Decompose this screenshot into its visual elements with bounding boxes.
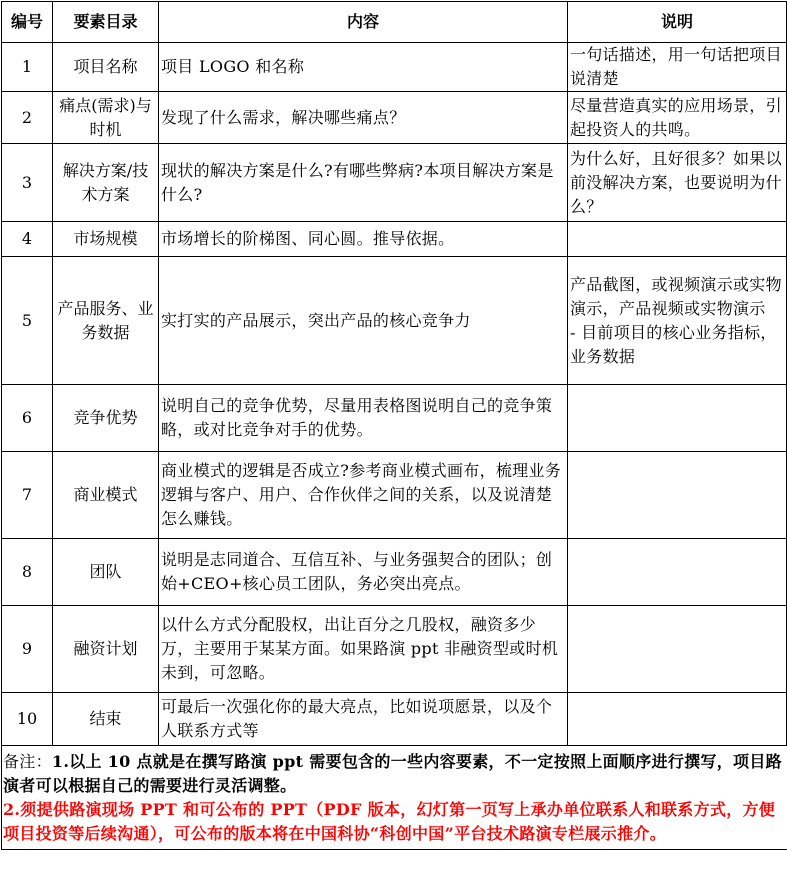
row-note: [568, 693, 787, 746]
footer-remarks: [1, 746, 787, 850]
table-row: [2, 92, 787, 144]
header-note: 说明: [568, 2, 787, 43]
row-num: 6: [2, 385, 53, 452]
footer-prefix: 备注：: [3, 752, 52, 771]
row-content: 商业模式的逻辑是否成立?参考商业模式画布，梳理业务逻辑与客户、用户、合作伙伴之间的关系，以及说清楚怎么赚钱。: [159, 452, 568, 539]
row-content: 市场增长的阶梯图、同心圆。推导依据。: [159, 222, 568, 257]
row-num: 7: [2, 452, 53, 539]
row-note: [568, 385, 787, 452]
row-content: 项目 LOGO 和名称: [159, 43, 568, 92]
elements-table: [1, 1, 787, 746]
row-element: 项目名称: [53, 43, 159, 92]
header-element: 要素目录: [53, 2, 159, 43]
row-note-line: 一句话描述，用一句话把项目说清楚: [570, 45, 782, 88]
row-content: 实打实的产品展示，突出产品的核心竞争力: [159, 257, 568, 385]
row-element: 融资计划: [53, 606, 159, 693]
row-element: 竞争优势: [53, 385, 159, 452]
row-content: 现状的解决方案是什么?有哪些弊病?本项目解决方案是什么?: [159, 144, 568, 222]
row-note-line: - 目前项目的核心业务指标，业务数据: [570, 322, 777, 366]
row-num: 8: [2, 539, 53, 606]
row-note: [568, 257, 787, 385]
table-row: [2, 257, 787, 385]
row-element: 市场规模: [53, 222, 159, 257]
row-note: [568, 43, 787, 92]
table-row: [2, 222, 787, 257]
header-content: 内容: [159, 2, 568, 43]
row-note-line: 为什么好，且好很多？如果以前没解决方案，也要说明为什么？: [570, 148, 782, 216]
row-element: 解决方案/技术方案: [53, 144, 159, 222]
row-content: 发现了什么需求，解决哪些痛点？: [159, 92, 568, 144]
row-note: [568, 222, 787, 257]
header-row: [2, 2, 787, 43]
row-num: 10: [2, 693, 53, 746]
row-content: 说明是志同道合、互信互补、与业务强契合的团队；创始+CEO+核心员工团队，务必突出亮点。: [159, 539, 568, 606]
footer-note-1: 1.以上 10 点就是在撰写路演 ppt 需要包含的一些内容要素，不一定按照上面顺序进行撰写，项目路演者可以根据自己的需要进行灵活调整。: [3, 752, 782, 795]
row-note: [568, 92, 787, 144]
row-content: 可最后一次强化你的最大亮点，比如说项愿景，以及个人联系方式等: [159, 693, 568, 746]
row-note: [568, 539, 787, 606]
row-element: 商业模式: [53, 452, 159, 539]
row-note-line: 尽量营造真实的应用场景，引起投资人的共鸣。: [570, 95, 782, 139]
table-row: [2, 43, 787, 92]
roadshow-elements-sheet: [1, 1, 786, 850]
row-element: 痛点(需求)与时机: [53, 92, 159, 144]
header-num: 编号: [2, 2, 53, 43]
row-num: 5: [2, 257, 53, 385]
table-row: [2, 539, 787, 606]
row-num: 9: [2, 606, 53, 693]
row-note: [568, 144, 787, 222]
row-content: 以什么方式分配股权，出让百分之几股权，融资多少万，主要用于某某方面。如果路演 ppt 非融资型或时机未到，可忽略。: [159, 606, 568, 693]
row-num: 3: [2, 144, 53, 222]
table-row: [2, 606, 787, 693]
row-num: 4: [2, 222, 53, 257]
table-row: [2, 385, 787, 452]
row-note-line: 产品截图，或视频演示或实物演示，产品视频或实物演示: [570, 274, 782, 318]
row-num: 2: [2, 92, 53, 144]
table-row: [2, 144, 787, 222]
row-element: 结束: [53, 693, 159, 746]
footer-note-2: 2.须提供路演现场 PPT 和可公布的 PPT（PDF 版本，幻灯第一页写上承办单位联系人和联系方式，方便项目投资等后续沟通），可公布的版本将在中国科协“科创中国”平台技术路演专栏展示推介。: [3, 800, 776, 843]
row-element: 产品服务、业务数据: [53, 257, 159, 385]
row-num: 1: [2, 43, 53, 92]
table-row: [2, 693, 787, 746]
row-note: [568, 606, 787, 693]
row-element: 团队: [53, 539, 159, 606]
row-content: 说明自己的竞争优势，尽量用表格图说明自己的竞争策略，或对比竞争对手的优势。: [159, 385, 568, 452]
table-row: [2, 452, 787, 539]
row-note: [568, 452, 787, 539]
